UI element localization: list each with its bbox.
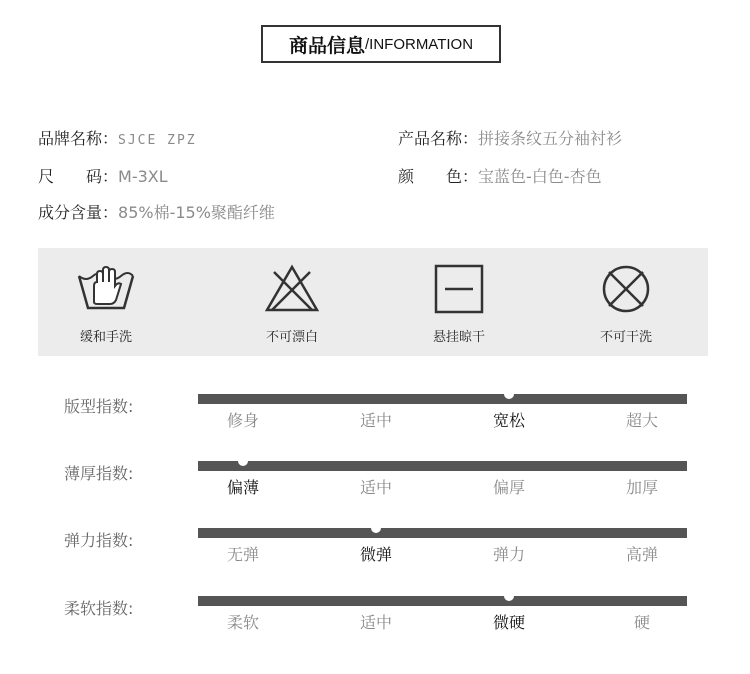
scale-option: 修身 <box>226 411 260 430</box>
care-label: 不可漂白 <box>265 330 318 345</box>
info-product <box>398 126 622 149</box>
scale-bar <box>198 596 687 606</box>
info-color <box>398 164 602 187</box>
color-value: 宝蓝色-白色-杏色 <box>478 167 602 186</box>
hand-wash-icon <box>76 264 136 312</box>
brand-value: SJCE ZPZ <box>118 133 197 148</box>
care-label: 悬挂晾干 <box>432 330 485 345</box>
scale-bar <box>198 394 687 404</box>
material-value: 85%棉-15%聚酯纤维 <box>118 203 275 222</box>
scale-indicator <box>371 523 381 533</box>
scale-label: 柔软指数: <box>64 599 134 618</box>
scale-option: 微硬 <box>492 613 526 632</box>
care-item-hand-wash <box>46 248 166 356</box>
scale-option: 柔软 <box>226 613 260 632</box>
care-item-no-bleach <box>232 248 352 356</box>
scale-option: 适中 <box>359 613 393 632</box>
care-item-hang-dry <box>399 248 519 356</box>
softness-index-scale <box>0 590 750 640</box>
size-label: 尺 码： <box>38 167 119 186</box>
scale-option: 适中 <box>359 478 393 497</box>
material-label: 成分含量： <box>38 203 119 222</box>
product-label: 产品名称： <box>398 129 479 148</box>
color-label: 颜 色： <box>398 167 479 186</box>
hang-dry-icon <box>433 264 485 314</box>
scale-option: 微弹 <box>359 545 393 564</box>
scale-option: 超大 <box>625 411 659 430</box>
scale-indicator <box>238 456 248 466</box>
scale-bar <box>198 461 687 471</box>
care-label: 不可干洗 <box>599 330 652 345</box>
scale-option: 偏薄 <box>226 478 260 497</box>
no-dry-clean-icon <box>600 264 652 314</box>
scale-label: 版型指数: <box>64 397 134 416</box>
fit-index-scale <box>0 388 750 438</box>
no-bleach-icon <box>264 264 320 312</box>
scale-option: 偏厚 <box>492 478 526 497</box>
info-brand <box>38 126 197 149</box>
size-value: M-3XL <box>118 167 168 186</box>
scale-option: 无弹 <box>226 545 260 564</box>
scale-option: 加厚 <box>625 478 659 497</box>
title-chinese: 商品信息 <box>288 34 365 57</box>
product-value: 拼接条纹五分袖衬衫 <box>478 129 623 148</box>
scale-bar <box>198 528 687 538</box>
thickness-index-scale <box>0 455 750 505</box>
scale-label: 薄厚指数: <box>64 464 134 483</box>
title-english: /INFORMATION <box>364 35 474 53</box>
care-item-no-dry-clean <box>566 248 686 356</box>
scale-indicator <box>504 591 514 601</box>
elasticity-index-scale <box>0 522 750 572</box>
scale-option: 硬 <box>633 613 651 632</box>
scale-option: 适中 <box>359 411 393 430</box>
info-size <box>38 164 168 187</box>
info-material <box>38 200 275 223</box>
scale-label: 弹力指数: <box>64 531 134 550</box>
scale-option: 弹力 <box>492 545 526 564</box>
scale-option: 宽松 <box>492 411 526 430</box>
section-title <box>261 25 501 63</box>
scale-option: 高弹 <box>625 545 659 564</box>
scale-indicator <box>504 389 514 399</box>
care-instructions <box>38 248 708 356</box>
brand-label: 品牌名称： <box>38 129 119 148</box>
care-label: 缓和手洗 <box>79 330 132 345</box>
